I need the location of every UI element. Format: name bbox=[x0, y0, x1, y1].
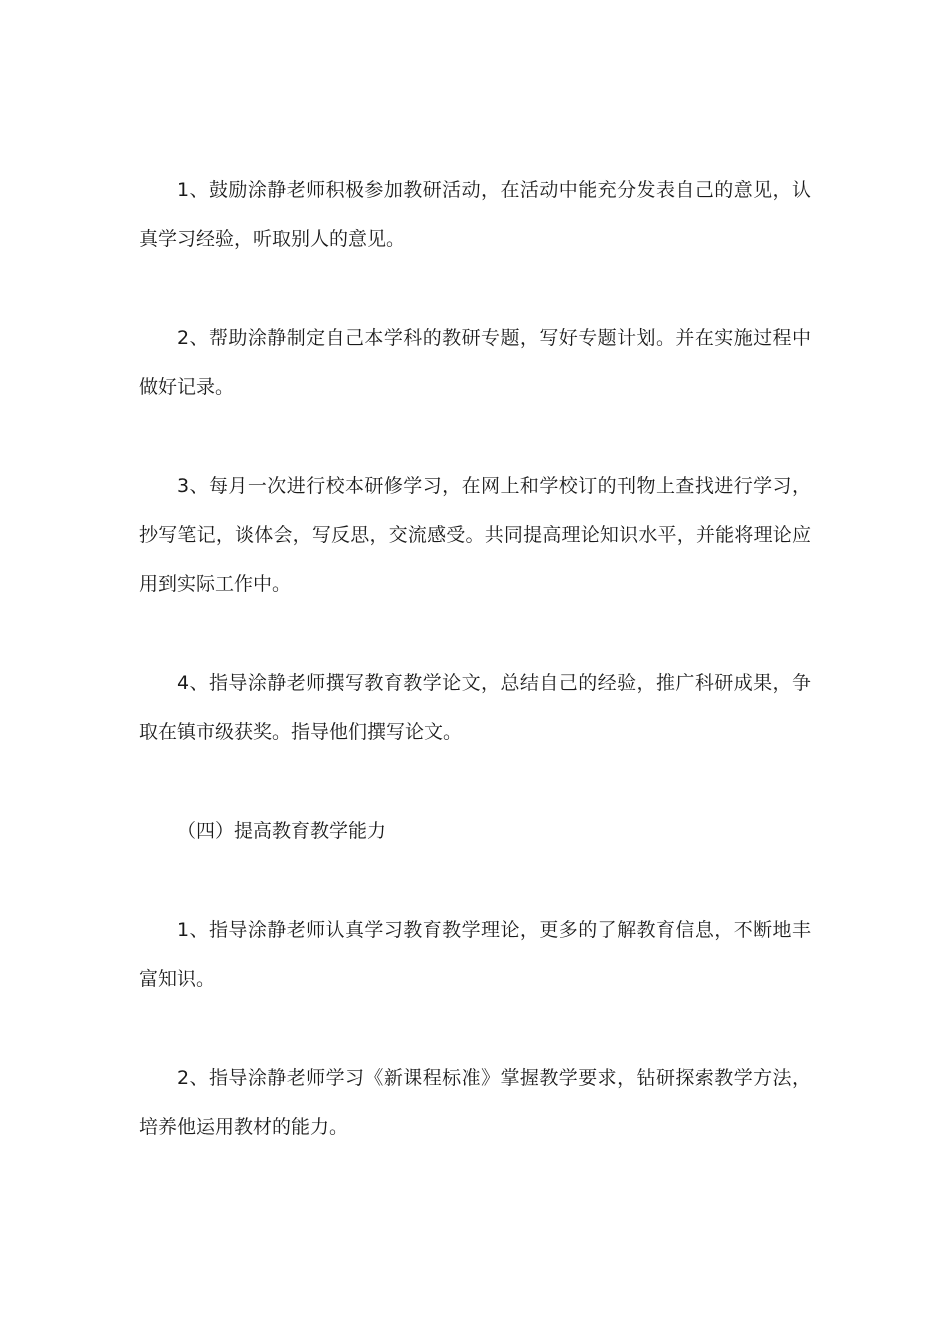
paragraph-5: 1、指导涂静老师认真学习教育教学理论，更多的了解教育信息，不断地丰富知识。 bbox=[139, 919, 811, 990]
paragraph-3: 3、每月一次进行校本研修学习，在网上和学校订的刊物上查找进行学习，抄写笔记，谈体会，写反思，交流感受。共同提高理论知识水平，并能将理论应用到实际工作中。 bbox=[139, 475, 811, 595]
paragraph-1: 1、鼓励涂静老师积极参加教研活动，在活动中能充分发表自己的意见，认真学习经验，听取别人的意见。 bbox=[139, 179, 811, 250]
document-body bbox=[139, 166, 811, 1152]
section-heading: （四）提高教育教学能力 bbox=[177, 820, 387, 842]
paragraph-2: 2、帮助涂静制定自己本学科的教研专题，写好专题计划。并在实施过程中做好记录。 bbox=[139, 327, 811, 398]
paragraph-6: 2、指导涂静老师学习《新课程标准》掌握教学要求，钻研探索教学方法，培养他运用教材的能力。 bbox=[139, 1067, 811, 1138]
paragraph-4: 4、指导涂静老师撰写教育教学论文，总结自己的经验，推广科研成果，争取在镇市级获奖。指导他们撰写论文。 bbox=[139, 672, 811, 743]
